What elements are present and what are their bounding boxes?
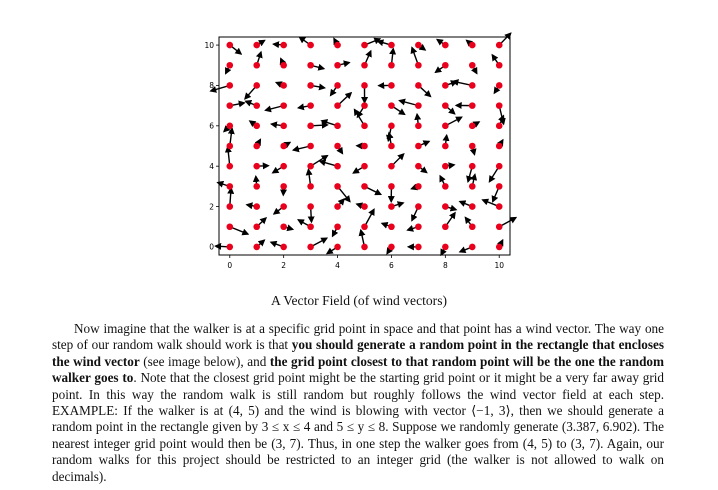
grid-point (226, 223, 233, 230)
grid-point (361, 244, 368, 251)
grid-point (361, 82, 368, 89)
grid-point (415, 123, 422, 130)
grid-point (415, 102, 422, 109)
x-tick-label: 6 (389, 261, 394, 270)
figure-caption: A Vector Field (of wind vectors) (270, 293, 448, 308)
grid-point (361, 143, 368, 150)
grid-point (469, 82, 476, 89)
x-axis-ticks (227, 255, 504, 270)
grid-point (280, 82, 287, 89)
grid-point (226, 244, 233, 251)
grid-point (253, 102, 260, 109)
grid-point (280, 42, 287, 49)
grid-point (442, 102, 449, 109)
grid-point (226, 123, 233, 130)
grid-point (469, 223, 476, 230)
grid-point (388, 123, 395, 130)
grid-point (442, 62, 449, 69)
paragraph-bold-2: the grid point closest to that random point will be the one the random walker goes to (52, 353, 664, 386)
grid-point (334, 143, 341, 150)
grid-point (496, 42, 503, 49)
grid-point (415, 244, 422, 251)
grid-point (469, 203, 476, 210)
grid-point (280, 244, 287, 251)
grid-point (496, 183, 503, 190)
y-tick-label: 10 (204, 40, 214, 50)
grid-point (280, 62, 287, 69)
grid-point (442, 244, 449, 251)
grid-point (226, 102, 233, 109)
grid-point (388, 143, 395, 150)
grid-point (361, 102, 368, 109)
grid-point (334, 203, 341, 210)
grid-point (496, 244, 503, 251)
grid-point (280, 183, 287, 190)
grid-point (388, 82, 395, 89)
grid-point (469, 102, 476, 109)
grid-point (307, 123, 314, 130)
grid-point (334, 62, 341, 69)
paragraph-text-2: (see image below), and (139, 353, 270, 369)
grid-point (226, 42, 233, 49)
x-tick-label: 0 (227, 261, 233, 270)
grid-point (361, 223, 368, 230)
grid-point (496, 203, 503, 210)
grid-point (469, 42, 476, 49)
paragraph-text-1: Now imagine that the walker is at a specific grid point in space and that point has a wind vector. The way one step of our random walk should work is that (52, 321, 664, 353)
grid-point (226, 163, 233, 170)
grid-point (253, 62, 260, 69)
grid-point (280, 203, 287, 210)
grid-point (415, 183, 422, 190)
grid-point (388, 102, 395, 109)
grid-point (253, 223, 260, 230)
grid-point (361, 42, 368, 49)
grid-point (361, 123, 368, 130)
y-tick-label: 6 (209, 121, 214, 131)
grid-point (388, 223, 395, 230)
grid-point (334, 163, 341, 170)
grid-point (469, 244, 476, 251)
grid-point (280, 123, 287, 130)
grid-point (388, 163, 395, 170)
y-axis-ticks (204, 41, 219, 252)
paragraph-bold-1: you should generate a random point in the rectangle that encloses the wind vector (52, 337, 664, 369)
grid-point (442, 183, 449, 190)
grid-point (307, 143, 314, 150)
grid-point (496, 82, 503, 89)
grid-point (307, 82, 314, 89)
grid-point (253, 163, 260, 170)
grid-point (334, 223, 341, 230)
grid-point (361, 163, 368, 170)
grid-point (253, 42, 260, 49)
grid-point (496, 223, 503, 230)
grid-point (253, 82, 260, 89)
x-tick-label: 4 (335, 261, 340, 270)
grid-point (253, 143, 260, 150)
grid-point (388, 203, 395, 210)
grid-point (307, 203, 314, 210)
grid-point (388, 244, 395, 251)
grid-point (442, 82, 449, 89)
grid-point (226, 183, 233, 190)
y-tick-label: 4 (209, 161, 214, 171)
grid-point (334, 244, 341, 251)
grid-point (388, 42, 395, 49)
grid-point (469, 163, 476, 170)
grid-point (226, 62, 233, 69)
grid-point (415, 62, 422, 69)
grid-point (496, 123, 503, 130)
grid-point (496, 62, 503, 69)
grid-point (469, 62, 476, 69)
grid-point (334, 42, 341, 49)
grid-point (280, 102, 287, 109)
grid-point (496, 143, 503, 150)
grid-point (253, 183, 260, 190)
grid-point (307, 62, 314, 69)
body-paragraph (52, 321, 664, 485)
grid-point (415, 143, 422, 150)
grid-point (334, 183, 341, 190)
grid-point (307, 42, 314, 49)
x-tick-label: 10 (494, 261, 504, 270)
grid-point (307, 244, 314, 251)
grid-point (361, 62, 368, 69)
grid-point (496, 163, 503, 170)
grid-point (253, 203, 260, 210)
grid-point (496, 102, 503, 109)
grid-point (253, 123, 260, 130)
grid-point (280, 163, 287, 170)
grid-point (334, 123, 341, 130)
grid-point (334, 102, 341, 109)
grid-point (415, 223, 422, 230)
paragraph-text-3: . Note that the closest grid point might be the starting grid point or it might be a very far away grid point. In this way the random walk is still random but roughly follows the wind vector field at each step. EXAMPLE: If the walker is at (4, 5) and the wind is blowing with vector ⟨−1, 3⟩, then we should generate a random point in the rectangle given by 3 ≤ x ≤ 4 and 5 ≤ y ≤ 8. Suppose we randomly generate (3.387, 6.902). The nearest integer grid point would then be (3, 7). Thus, in one step the walker goes from (4, 5) to (3, 7). Again, our random walks for this project should be restricted to an integer grid (the walker is not allowed to walk on decimals). (52, 370, 664, 484)
y-tick-label: 8 (209, 81, 214, 91)
y-tick-label: 0 (209, 242, 214, 252)
grid-point (442, 163, 449, 170)
grid-point (361, 203, 368, 210)
grid-point (307, 223, 314, 230)
y-tick-label: 2 (209, 202, 214, 212)
grid-point (469, 143, 476, 150)
grid-point (442, 203, 449, 210)
grid-point (307, 163, 314, 170)
grid-point (226, 203, 233, 210)
grid-point (388, 183, 395, 190)
grid-point (226, 143, 233, 150)
grid-point (415, 203, 422, 210)
grid-point (280, 143, 287, 150)
grid-point (307, 102, 314, 109)
grid-point (469, 183, 476, 190)
grid-point (253, 244, 260, 251)
grid-point (442, 42, 449, 49)
grid-point (280, 223, 287, 230)
x-tick-label: 8 (442, 261, 448, 270)
grid-point (226, 82, 233, 89)
grid-point (442, 143, 449, 150)
grid-point (415, 82, 422, 89)
grid-point (442, 223, 449, 230)
grid-point (307, 183, 314, 190)
grid-point (388, 62, 395, 69)
grid-point (415, 42, 422, 49)
grid-point (442, 123, 449, 130)
grid-point (334, 82, 341, 89)
x-tick-label: 2 (281, 261, 287, 270)
grid-point (469, 123, 476, 130)
grid-point (361, 183, 368, 190)
grid-point (415, 163, 422, 170)
